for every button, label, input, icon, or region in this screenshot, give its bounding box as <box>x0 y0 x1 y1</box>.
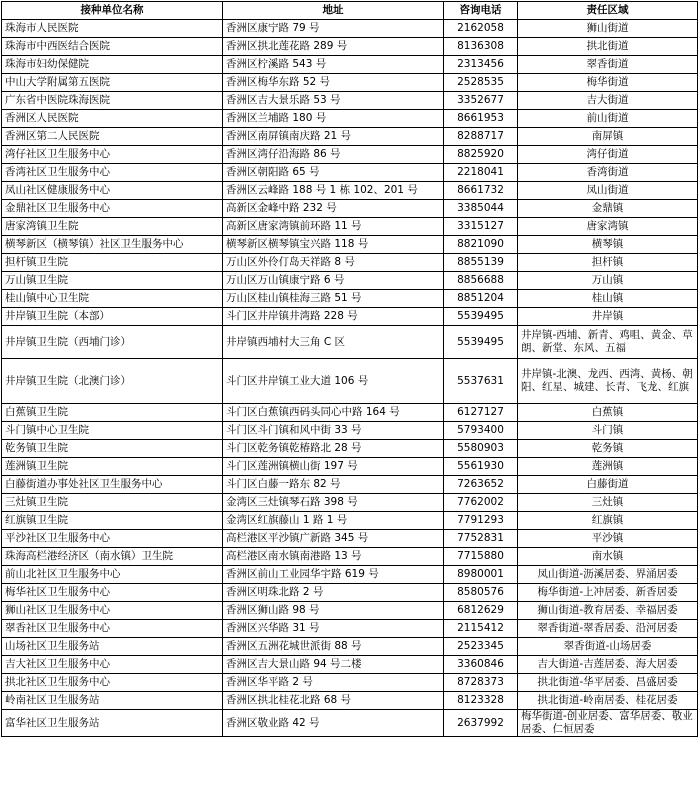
phone-cell: 2523345 <box>444 638 518 656</box>
area-cell: 凤山街道-沥溪居委、界涌居委 <box>518 566 698 584</box>
site-name-cell: 白蕉镇卫生院 <box>2 404 223 422</box>
header-address: 地址 <box>223 2 444 20</box>
site-name-cell: 香洲区第二人民医院 <box>2 128 223 146</box>
table-row <box>2 548 698 566</box>
address-cell: 香洲区兴华路 31 号 <box>223 620 444 638</box>
table-row <box>2 146 698 164</box>
header-site-name: 接种单位名称 <box>2 2 223 20</box>
area-cell: 三灶镇 <box>518 494 698 512</box>
site-name-cell: 红旗镇卫生院 <box>2 512 223 530</box>
phone-cell: 5539495 <box>444 308 518 326</box>
address-cell: 香洲区兰埔路 180 号 <box>223 110 444 128</box>
site-name-cell: 香洲区人民医院 <box>2 110 223 128</box>
table-row <box>2 56 698 74</box>
table-row <box>2 359 698 404</box>
site-name-cell: 井岸镇卫生院（北澳门诊） <box>2 359 223 404</box>
phone-cell: 5537631 <box>444 359 518 404</box>
site-name-cell: 翠香社区卫生服务中心 <box>2 620 223 638</box>
address-cell: 香洲区云峰路 188 号 1 栋 102、201 号 <box>223 182 444 200</box>
table-row <box>2 92 698 110</box>
phone-cell: 5561930 <box>444 458 518 476</box>
site-name-cell: 珠海市人民医院 <box>2 20 223 38</box>
table-row <box>2 236 698 254</box>
site-name-cell: 凤山社区健康服务中心 <box>2 182 223 200</box>
area-cell: 南屏镇 <box>518 128 698 146</box>
area-cell: 狮山街道-教育居委、幸福居委 <box>518 602 698 620</box>
area-cell: 井岸镇-北澳、龙西、西湾、黄杨、朝阳、红星、城建、长青、飞龙、红旗 <box>518 359 698 404</box>
address-cell: 香洲区狮山路 98 号 <box>223 602 444 620</box>
phone-cell: 2637992 <box>444 710 518 737</box>
phone-cell: 8580576 <box>444 584 518 602</box>
area-cell: 梅华街道 <box>518 74 698 92</box>
address-cell: 香洲区敬业路 42 号 <box>223 710 444 737</box>
table-row <box>2 164 698 182</box>
phone-cell: 2162058 <box>444 20 518 38</box>
address-cell: 高栏港区平沙镇广新路 345 号 <box>223 530 444 548</box>
vaccination-sites-table <box>1 1 698 737</box>
table-row <box>2 128 698 146</box>
address-cell: 香洲区朝阳路 65 号 <box>223 164 444 182</box>
site-name-cell: 富华社区卫生服务站 <box>2 710 223 737</box>
site-name-cell: 中山大学附属第五医院 <box>2 74 223 92</box>
address-cell: 斗门区白蕉镇西码头同心中路 164 号 <box>223 404 444 422</box>
site-name-cell: 担杆镇卫生院 <box>2 254 223 272</box>
area-cell: 桂山镇 <box>518 290 698 308</box>
table-row <box>2 272 698 290</box>
site-name-cell: 桂山镇中心卫生院 <box>2 290 223 308</box>
table-row <box>2 440 698 458</box>
site-name-cell: 广东省中医院珠海医院 <box>2 92 223 110</box>
table-row <box>2 290 698 308</box>
address-cell: 斗门区莲洲镇横山街 197 号 <box>223 458 444 476</box>
site-name-cell: 平沙社区卫生服务中心 <box>2 530 223 548</box>
area-cell: 担杆镇 <box>518 254 698 272</box>
area-cell: 白藤街道 <box>518 476 698 494</box>
address-cell: 香洲区五洲花城世派街 88 号 <box>223 638 444 656</box>
area-cell: 凤山街道 <box>518 182 698 200</box>
area-cell: 莲洲镇 <box>518 458 698 476</box>
table-row <box>2 602 698 620</box>
address-cell: 井岸镇西埔村大三角 C 区 <box>223 326 444 359</box>
site-name-cell: 珠海高栏港经济区（南水镇）卫生院 <box>2 548 223 566</box>
table-row <box>2 74 698 92</box>
phone-cell: 6812629 <box>444 602 518 620</box>
table-row <box>2 584 698 602</box>
vaccination-sites-table-container <box>1 1 698 737</box>
site-name-cell: 拱北社区卫生服务中心 <box>2 674 223 692</box>
area-cell: 井岸镇-西埔、新青、鸡咀、黄金、草朗、新堂、东风、五福 <box>518 326 698 359</box>
address-cell: 万山区桂山镇桂海三路 51 号 <box>223 290 444 308</box>
phone-cell: 8856688 <box>444 272 518 290</box>
phone-cell: 3352677 <box>444 92 518 110</box>
phone-cell: 7263652 <box>444 476 518 494</box>
address-cell: 横琴新区横琴镇宝兴路 118 号 <box>223 236 444 254</box>
phone-cell: 8136308 <box>444 38 518 56</box>
area-cell: 乾务镇 <box>518 440 698 458</box>
phone-cell: 2218041 <box>444 164 518 182</box>
site-name-cell: 狮山社区卫生服务中心 <box>2 602 223 620</box>
table-row <box>2 254 698 272</box>
area-cell: 翠香街道 <box>518 56 698 74</box>
table-row <box>2 530 698 548</box>
area-cell: 万山镇 <box>518 272 698 290</box>
address-cell: 斗门区井岸镇工业大道 106 号 <box>223 359 444 404</box>
site-name-cell: 梅华社区卫生服务中心 <box>2 584 223 602</box>
area-cell: 金鼎镇 <box>518 200 698 218</box>
area-cell: 平沙镇 <box>518 530 698 548</box>
phone-cell: 2115412 <box>444 620 518 638</box>
address-cell: 高新区金峰中路 232 号 <box>223 200 444 218</box>
table-row <box>2 218 698 236</box>
site-name-cell: 井岸镇卫生院（本部） <box>2 308 223 326</box>
table-row <box>2 182 698 200</box>
phone-cell: 3315127 <box>444 218 518 236</box>
phone-cell: 7762002 <box>444 494 518 512</box>
area-cell: 红旗镇 <box>518 512 698 530</box>
phone-cell: 2528535 <box>444 74 518 92</box>
table-row <box>2 308 698 326</box>
table-row <box>2 512 698 530</box>
phone-cell: 8661732 <box>444 182 518 200</box>
site-name-cell: 吉大社区卫生服务中心 <box>2 656 223 674</box>
phone-cell: 5793400 <box>444 422 518 440</box>
area-cell: 拱北街道-岭南居委、桂花居委 <box>518 692 698 710</box>
area-cell: 拱北街道-华平居委、昌盛居委 <box>518 674 698 692</box>
address-cell: 万山区万山镇康宁路 6 号 <box>223 272 444 290</box>
table-row <box>2 20 698 38</box>
site-name-cell: 金鼎社区卫生服务中心 <box>2 200 223 218</box>
address-cell: 香洲区华平路 2 号 <box>223 674 444 692</box>
table-row <box>2 458 698 476</box>
phone-cell: 8851204 <box>444 290 518 308</box>
table-row <box>2 566 698 584</box>
site-name-cell: 三灶镇卫生院 <box>2 494 223 512</box>
address-cell: 斗门区白藤一路东 82 号 <box>223 476 444 494</box>
table-row <box>2 692 698 710</box>
site-name-cell: 井岸镇卫生院（西埔门诊） <box>2 326 223 359</box>
address-cell: 香洲区湾仔沿海路 86 号 <box>223 146 444 164</box>
address-cell: 香洲区吉大景山路 94 号二楼 <box>223 656 444 674</box>
table-row <box>2 110 698 128</box>
area-cell: 白蕉镇 <box>518 404 698 422</box>
phone-cell: 5539495 <box>444 326 518 359</box>
address-cell: 香洲区南屏镇南庆路 21 号 <box>223 128 444 146</box>
area-cell: 梅华街道-创业居委、富华居委、敬业居委、仁恒居委 <box>518 710 698 737</box>
site-name-cell: 湾仔社区卫生服务中心 <box>2 146 223 164</box>
area-cell: 斗门镇 <box>518 422 698 440</box>
table-row <box>2 494 698 512</box>
site-name-cell: 珠海市中西医结合医院 <box>2 38 223 56</box>
site-name-cell: 莲洲镇卫生院 <box>2 458 223 476</box>
area-cell: 湾仔街道 <box>518 146 698 164</box>
site-name-cell: 白藤街道办事处社区卫生服务中心 <box>2 476 223 494</box>
table-row <box>2 638 698 656</box>
area-cell: 翠香街道-山场居委 <box>518 638 698 656</box>
phone-cell: 6127127 <box>444 404 518 422</box>
phone-cell: 8825920 <box>444 146 518 164</box>
phone-cell: 8661953 <box>444 110 518 128</box>
phone-cell: 8855139 <box>444 254 518 272</box>
address-cell: 香洲区康宁路 79 号 <box>223 20 444 38</box>
site-name-cell: 岭南社区卫生服务站 <box>2 692 223 710</box>
address-cell: 金湾区红旗藤山 1 路 1 号 <box>223 512 444 530</box>
site-name-cell: 山场社区卫生服务站 <box>2 638 223 656</box>
table-body <box>2 20 698 737</box>
phone-cell: 8288717 <box>444 128 518 146</box>
table-row <box>2 710 698 737</box>
area-cell: 井岸镇 <box>518 308 698 326</box>
header-row <box>2 2 698 20</box>
table-row <box>2 326 698 359</box>
address-cell: 香洲区梅华东路 52 号 <box>223 74 444 92</box>
address-cell: 高新区唐家湾镇前环路 11 号 <box>223 218 444 236</box>
site-name-cell: 珠海市妇幼保健院 <box>2 56 223 74</box>
area-cell: 翠香街道-翠香居委、沿河居委 <box>518 620 698 638</box>
address-cell: 香洲区明珠北路 2 号 <box>223 584 444 602</box>
site-name-cell: 万山镇卫生院 <box>2 272 223 290</box>
table-row <box>2 38 698 56</box>
area-cell: 狮山街道 <box>518 20 698 38</box>
header-phone: 咨询电话 <box>444 2 518 20</box>
address-cell: 斗门区井岸镇井湾路 228 号 <box>223 308 444 326</box>
table-row <box>2 656 698 674</box>
address-cell: 斗门区斗门镇和风中街 33 号 <box>223 422 444 440</box>
address-cell: 香洲区拱北莲花路 289 号 <box>223 38 444 56</box>
phone-cell: 8123328 <box>444 692 518 710</box>
site-name-cell: 唐家湾镇卫生院 <box>2 218 223 236</box>
phone-cell: 3385044 <box>444 200 518 218</box>
area-cell: 吉大街道-吉莲居委、海大居委 <box>518 656 698 674</box>
phone-cell: 7752831 <box>444 530 518 548</box>
area-cell: 吉大街道 <box>518 92 698 110</box>
table-row <box>2 200 698 218</box>
address-cell: 万山区外伶仃岛天祥路 8 号 <box>223 254 444 272</box>
site-name-cell: 斗门镇中心卫生院 <box>2 422 223 440</box>
site-name-cell: 横琴新区（横琴镇）社区卫生服务中心 <box>2 236 223 254</box>
address-cell: 香洲区前山工业园华宇路 619 号 <box>223 566 444 584</box>
area-cell: 唐家湾镇 <box>518 218 698 236</box>
address-cell: 香洲区吉大景乐路 53 号 <box>223 92 444 110</box>
area-cell: 横琴镇 <box>518 236 698 254</box>
table-row <box>2 404 698 422</box>
address-cell: 斗门区乾务镇乾椿路北 28 号 <box>223 440 444 458</box>
phone-cell: 8821090 <box>444 236 518 254</box>
address-cell: 高栏港区南水镇南港路 13 号 <box>223 548 444 566</box>
area-cell: 香湾街道 <box>518 164 698 182</box>
phone-cell: 2313456 <box>444 56 518 74</box>
phone-cell: 3360846 <box>444 656 518 674</box>
area-cell: 梅华街道-上冲居委、新香居委 <box>518 584 698 602</box>
area-cell: 前山街道 <box>518 110 698 128</box>
address-cell: 金湾区三灶镇琴石路 398 号 <box>223 494 444 512</box>
address-cell: 香洲区拱北桂花北路 68 号 <box>223 692 444 710</box>
site-name-cell: 乾务镇卫生院 <box>2 440 223 458</box>
area-cell: 拱北街道 <box>518 38 698 56</box>
site-name-cell: 香湾社区卫生服务中心 <box>2 164 223 182</box>
phone-cell: 7715880 <box>444 548 518 566</box>
table-row <box>2 620 698 638</box>
phone-cell: 8728373 <box>444 674 518 692</box>
phone-cell: 7791293 <box>444 512 518 530</box>
address-cell: 香洲区柠溪路 543 号 <box>223 56 444 74</box>
area-cell: 南水镇 <box>518 548 698 566</box>
table-row <box>2 674 698 692</box>
site-name-cell: 前山北社区卫生服务中心 <box>2 566 223 584</box>
phone-cell: 8980001 <box>444 566 518 584</box>
table-row <box>2 422 698 440</box>
table-row <box>2 476 698 494</box>
header-area: 责任区域 <box>518 2 698 20</box>
phone-cell: 5580903 <box>444 440 518 458</box>
